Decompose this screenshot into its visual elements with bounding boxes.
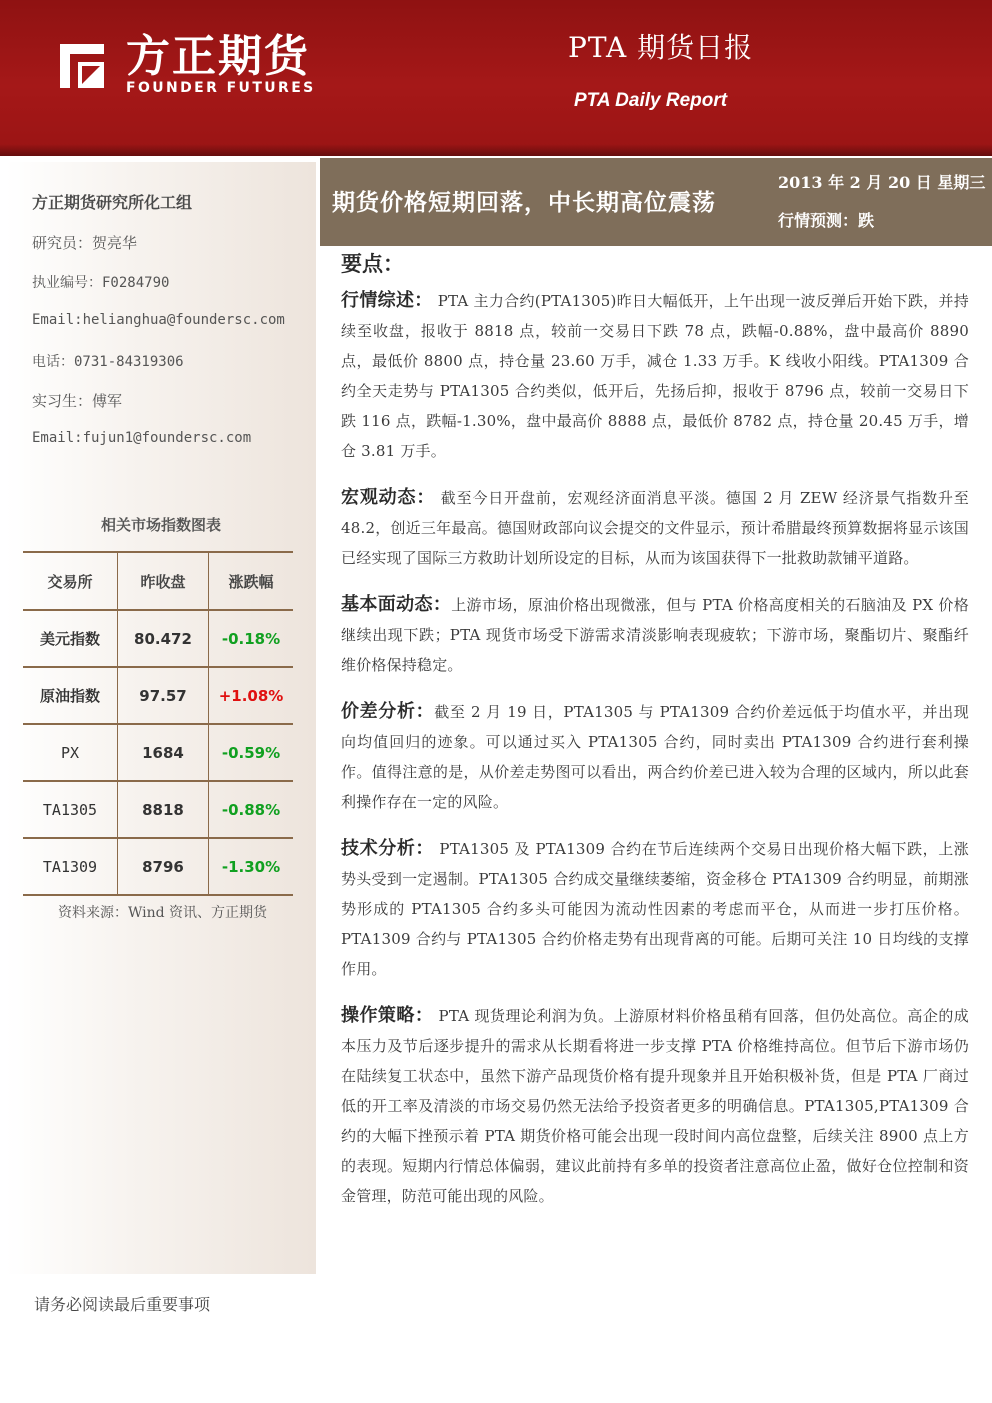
section-label: 价差分析： [341, 701, 435, 722]
key-points-title: 要点： [341, 251, 404, 276]
table-row [23, 667, 293, 724]
report-header [0, 0, 992, 156]
section-label: 技术分析： [341, 838, 435, 859]
index-name: 美元指数 [23, 610, 118, 667]
index-change: -1.30% [221, 857, 281, 876]
table-row [23, 724, 293, 781]
column-header: 昨收盘 [118, 552, 209, 610]
section-label: 操作策略： [341, 1005, 434, 1026]
index-close: 1684 [118, 724, 209, 781]
section-spread-analysis [341, 697, 969, 817]
license-number: 执业编号：F0284790 [32, 275, 170, 291]
founder-logo [52, 32, 322, 102]
market-index-table [23, 551, 293, 896]
column-header: 涨跌幅 [228, 572, 274, 591]
intern: 实习生：傅军 [32, 392, 123, 410]
index-name: PX [23, 724, 118, 781]
section-text: 截至 2 月 19 日，PTA1305 与 PTA1309 合约价差远低于均值水平，并出现向均值回归的迹象。可以通过买入 PTA1305 合约，同时卖出 PTA1309 合约进行套利操作。值得注意的是，从价差走势图可以看出，两合约价差已进入较为合理的区域内，所以此套利操作存在一定的风险。 [341, 703, 970, 811]
disclaimer-note: 请务必阅读最后重要事项 [34, 1295, 211, 1314]
index-name: TA1309 [23, 838, 118, 895]
column-header: 交易所 [23, 552, 118, 610]
report-date: 2013 年 2 月 20 日 星期三 [778, 173, 986, 192]
founder-logo-mark-icon [52, 36, 112, 96]
table-header-row [23, 552, 293, 610]
logo-chinese-name: 方正期货 [126, 31, 310, 82]
data-source: 资料来源：Wind 资讯、方正期货 [58, 905, 268, 921]
headline-bar [320, 158, 992, 246]
section-label: 行情综述： [341, 290, 433, 311]
section-text: PTA1305 及 PTA1309 合约在节后连续两个交易日出现价格大幅下跌，上涨势头受到一定遏制。PTA1305 合约成交量继续萎缩，资金移仓 PTA1309 合约明显，前期涨势形成的 PTA1305 合约多头可能因为流动性因素的考虑而平仓，从而进一步打压价格。PTA1309 合约与 PTA1305 合约价格走势有出现背离的可能。后期可关注 10 日均线的支撑作用。 [341, 840, 970, 978]
section-text: 上游市场，原油价格出现微涨，但与 PTA 价格高度相关的石脑油及 PX 价格继续出现下跌；PTA 现货市场受下游需求清淡影响表现疲软；下游市场，聚酯切片、聚酯纤维价格保持稳定。 [341, 596, 969, 674]
section-fundamentals [341, 590, 969, 680]
index-change: -0.18% [221, 629, 281, 648]
table-row [23, 610, 293, 667]
index-name: 原油指数 [23, 667, 118, 724]
section-text: PTA 主力合约(PTA1305)昨日大幅低开，上午出现一波反弹后开始下跌，并持续至收盘，报收于 8818 点，较前一交易日下跌 78 点，跌幅-0.88%，盘中最高价 8890 点，最低价 8800 点，持仓量 23.60 万手，减仓 1.33 万手。K 线收小阳线。PTA1309 合约全天走势与 PTA1305 合约类似，低开后，先扬后抑，报收于 8796 点，较前一交易日下跌 116 点，跌幅-1.30%，盘中最高价 8888 点，最低价 8782 点，持仓量 20.45 万手，增仓 3.81 万手。 [341, 292, 970, 460]
header-shadow [0, 144, 992, 156]
section-market-review [341, 286, 969, 466]
research-group: 方正期货研究所化工组 [32, 193, 193, 212]
index-name: TA1305 [23, 781, 118, 838]
sidebar [6, 162, 316, 1274]
section-label: 宏观动态： [341, 487, 436, 508]
section-label: 基本面动态： [341, 594, 452, 615]
report-title-cn: PTA 期货日报 [568, 31, 754, 64]
section-text: PTA 现货理论利润为负。上游原材料价格虽稍有回落，但仍处高位。高企的成本压力及节后逐步提升的需求从长期看将进一步支撑 PTA 价格维持高位。但节后下游市场仍在陆续复工状态中，虽然下游产品现货价格有提升现象并且开始积极补货，但是 PTA 厂商过低的开工率及清淡的市场交易仍然无法给予投资者更多的明确信息。PTA1305,PTA1309 合约的大幅下挫预示着 PTA 期货价格可能会出现一段时间内高位盘整，后续关注 8900 点上方的表现。短期内行情总体偏弱，建议此前持有多单的投资者注意高位止盈，做好仓位控制和资金管理，防范可能出现的风险。 [341, 1007, 969, 1205]
index-change: -0.88% [221, 800, 281, 819]
researcher: 研究员：贺亮华 [32, 234, 138, 252]
index-close: 97.57 [118, 667, 209, 724]
section-text: 截至今日开盘前，宏观经济面消息平淡。德国 2 月 ZEW 经济景气指数升至 48.2，创近三年最高。德国财政部向议会提交的文件显示，预计希腊最终预算数据将显示该国已经实现了国际三方救助计划所设定的目标，从而为该国获得下一批救助款铺平道路。 [341, 489, 969, 567]
index-close: 8818 [118, 781, 209, 838]
index-close: 8796 [118, 838, 209, 895]
index-close: 80.472 [118, 610, 209, 667]
index-table-title: 相关市场指数图表 [100, 516, 221, 534]
report-body [341, 248, 969, 1228]
phone: 电话：0731-84319306 [32, 354, 184, 370]
index-change: +1.08% [218, 686, 284, 705]
table-row [23, 838, 293, 895]
table-row [23, 781, 293, 838]
intern-email[interactable]: Email:fujun1@foundersc.com [32, 430, 252, 446]
index-change: -0.59% [221, 743, 281, 762]
section-strategy [341, 1001, 969, 1211]
section-technical-analysis [341, 834, 969, 984]
report-title-en: PTA Daily Report [574, 90, 728, 111]
logo-english-name: FOUNDER FUTURES [126, 80, 316, 96]
market-forecast: 行情预测：跌 [778, 211, 875, 230]
section-macro [341, 483, 969, 573]
headline: 期货价格短期回落，中长期高位震荡 [332, 189, 716, 216]
researcher-email[interactable]: Email:helianghua@foundersc.com [32, 312, 285, 328]
